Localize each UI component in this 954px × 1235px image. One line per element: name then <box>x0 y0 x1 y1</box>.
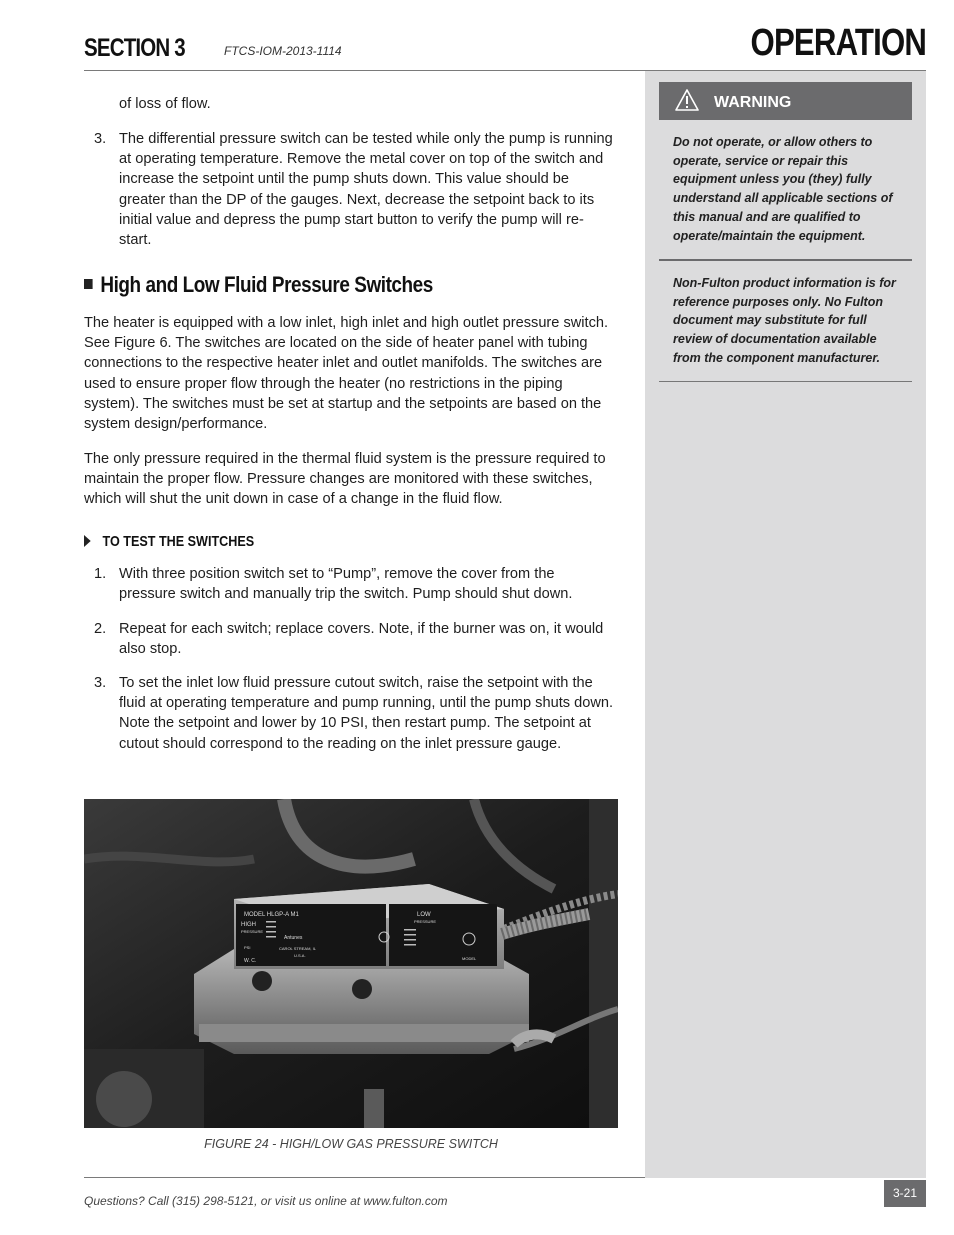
pressure-switch-illustration <box>84 799 618 1128</box>
plate-maker-text: Antunes <box>284 935 303 941</box>
list-number: 2. <box>94 621 107 637</box>
intro-continuation: of loss of flow. <box>119 96 211 112</box>
plate-high-sub-text: PRESSURE <box>241 929 264 934</box>
list-text: The differential pressure switch can be tested while only the pump is running at operating temperature. Remove the metal cover on top of the switch and increase the setpoint until the pump shuts down. This value should be greater than the DP of the gauges. Next, decrease the setpoint back to its initial value and depress the pump start button to verify the pump will re-start. <box>119 131 613 249</box>
sidebar-note-text: Non-Fulton product information is for reference purposes only. No Fulton document may substitute for full review of documentation available from the component manufacturer. <box>673 276 896 365</box>
list-text: With three position switch set to “Pump”, remove the cover from the pressure switch and manually trip the switch. Pump should shut down. <box>119 566 573 603</box>
list-text: To set the inlet low fluid pressure cutout switch, raise the setpoint with the fluid at operating temperature and pump running, until the pump shuts down. Note the setpoint and lower by 10 PSI, then restart pump. The setpoint at cutout should correspond to the reading on the inlet pressure gauge. <box>119 675 614 752</box>
footer-divider <box>84 1177 645 1178</box>
section-subheading <box>84 272 433 297</box>
warning-header <box>659 82 912 120</box>
plate-unit-text: PSI <box>244 945 251 950</box>
warning-text: Do not operate, or allow others to operate, service or repair this equipment unless you (they) fully understand all applicable sections of this manual and are qualified to operate/maintain the equipment. <box>673 135 893 243</box>
plate-high-text: HIGH <box>241 922 256 928</box>
minor-heading-text: TO TEST THE SWITCHES <box>102 533 255 550</box>
page-header <box>84 22 926 71</box>
warning-label: WARNING <box>714 94 792 111</box>
subheading-text: High and Low Fluid Pressure Switches <box>100 272 433 297</box>
section-label: SECTION 3 <box>84 34 185 62</box>
plate-location-text: CAROL STREAM, IL <box>279 946 316 951</box>
figure-caption: FIGURE 24 - HIGH/LOW GAS PRESSURE SWITCH <box>204 1137 498 1151</box>
plate-wc-text: W. C. <box>244 958 257 964</box>
sidebar-divider <box>659 259 912 261</box>
list-number: 3. <box>94 675 107 691</box>
page-title: OPERATION <box>750 22 926 64</box>
list-text: Repeat for each switch; replace covers. Note, if the burner was on, it would also stop. <box>119 621 604 658</box>
body-paragraph: The heater is equipped with a low inlet, high inlet and high outlet pressure switch. See Figure 6. The switches are located on the side of heater panel with tubing connections to the respective heater inlet and outlet manifolds. The switches are used to ensure proper flow through the heater (no restrictions in the piping system). The switches must be set at startup and the setpoints are based on the system design/performance. <box>84 315 609 433</box>
plate-low-sub-text: PRESSURE <box>414 919 437 924</box>
page-number: 3-21 <box>884 1180 926 1207</box>
warning-icon <box>675 89 699 111</box>
sidebar-divider <box>659 381 912 382</box>
body-paragraph: The only pressure required in the thermal fluid system is the pressure required to maintain the proper flow. Pressure changes are monitored with these switches, which will shut the unit down in case of a change in the fluid flow. <box>84 451 606 508</box>
plate-model-text: MODEL HLGP-A M1 <box>244 912 299 918</box>
plate-low-text: LOW <box>417 912 431 918</box>
minor-heading <box>84 532 254 552</box>
document-id: FTCS-IOM-2013-1114 <box>224 44 342 58</box>
plate-model-short-text: MODEL <box>462 956 477 961</box>
sidebar <box>645 71 926 1178</box>
list-number: 3. <box>94 131 107 147</box>
figure-photo <box>84 799 618 1128</box>
triangle-bullet-icon <box>84 535 91 547</box>
footer-contact: Questions? Call (315) 298-5121, or visit us online at www.fulton.com <box>84 1194 448 1208</box>
plate-country-text: U.S.A. <box>294 953 306 958</box>
list-number: 1. <box>94 566 107 582</box>
square-bullet-icon <box>84 279 93 289</box>
